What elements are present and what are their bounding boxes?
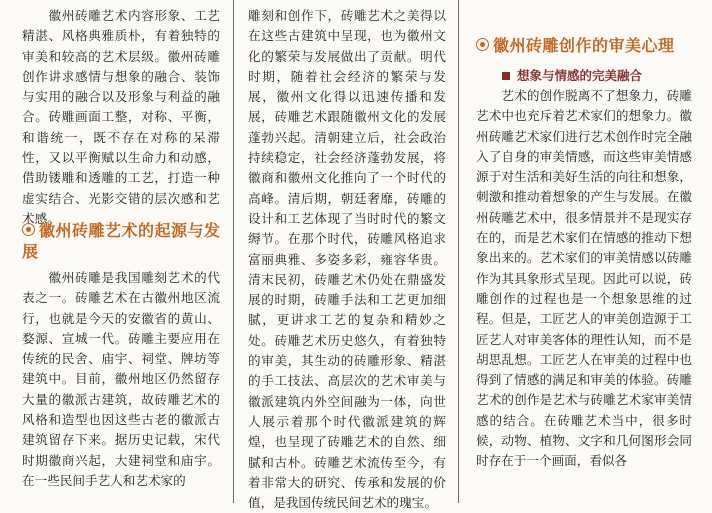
subheading-text: 想象与情感的完美融合 — [517, 68, 643, 83]
column-divider-2 — [458, 0, 459, 503]
square-bullet-icon — [502, 72, 510, 80]
column-divider-1 — [233, 0, 234, 503]
paragraph-aesthetics-intro: 徽州砖雕艺术内容形象、工艺精湛、风格典雅质朴，有着独特的审美和较高的艺术层级。徽州砖雕创作讲求感情与想象的融合、装饰与实用的融合以及形象与利益的融合。砖雕画面工整，对称、平衡，和谐统一，既不存在对称的呆滞性，又以平衡赋以生命力和动感，借助镂雕和透雕的工艺，打造一种虚实结合、光影交错的层次感和艺术感。 — [22, 8, 220, 226]
circle-bullet-icon — [476, 38, 489, 51]
section-heading-psychology — [476, 35, 694, 56]
section-heading-origin — [22, 220, 222, 262]
section-heading-origin-text: 徽州砖雕艺术的起源与发展 — [22, 221, 221, 261]
paragraph-origin: 徽州砖雕是我国雕刻艺术的代表之一。砖雕艺术在古徽州地区流行，也就是今天的安徽省的黄山、婺源、宣城一代。砖雕主要应用在传统的民舍、庙宇、祠堂、牌坊等建筑中。目前，徽州地区仍然留存大量的徽派古建筑，故砖雕艺术的风格和造型也因这些古老的徽派古建筑留存下来。据历史记载，宋代时期徽商兴起，大建祠堂和庙宇。在一些民间手艺人和艺术家的 — [22, 270, 220, 488]
paragraph-imagination: 艺术的创作脱离不了想象力，砖雕艺术中也充斥着艺术家们的想象力。徽州砖雕艺术家们进行艺术创作时完全融入了自身的审美情感，而这些审美情感源于对生活和美好生活的向往和想象，刺激和推动着想象的产生与发展。在徽州砖雕艺术中，很多情景并不是现实存在的，而是艺术家们在情感的推动下想象出来的。艺术家们的审美情感以砖雕作为其具象形式呈现。因此可以说，砖雕创作的过程也是一个想象思维的过程。但是，工匠艺人的审美创造源于工匠艺人对审美客体的理性认知，而不是胡思乱想。工匠艺人在审美的过程中也得到了情感的满足和审美的体验。砖雕艺术的创作是艺术与砖雕艺术家审美情感的结合。在砖雕艺术当中，很多时候，动物、植物、文字和几何图形会同时存在于一个画面，看似各 — [476, 88, 692, 469]
circle-bullet-icon — [22, 223, 35, 236]
subheading — [502, 66, 642, 84]
section-heading-psychology-text: 徽州砖雕创作的审美心理 — [493, 36, 675, 55]
paragraph-history: 雕刻和创作下，砖雕艺术之美得以在这些古建筑中呈现，也为徽州文化的繁荣与发展做出了贡献。明代时期，随着社会经济的繁荣与发展，徽州文化得以迅速传播和发展，砖雕艺术跟随徽州文化的发展蓬勃兴起。清朝建立后，社会政治持续稳定，社会经济蓬勃发展，将徽商和徽州文化推向了一个时代的高峰。清后期，朝廷奢靡，砖雕的设计和工艺体现了当时时代的繁文缛节。在那个时代，砖雕风格追求富丽典雅、多姿多彩，雍容华贵。清末民初，砖雕艺术仍处在鼎盛发展的时期，砖雕手法和工艺更加细腻，更讲求工艺的复杂和精妙之处。砖雕艺术历史悠久，有着独特的审美，其生动的砖雕形象、精湛的手工技法、高层次的艺术审美与徽派建筑内外空间融为一体，向世人展示着那个时代徽派建筑的辉煌，也呈现了砖雕艺术的自然、细腻和古朴。砖雕艺术流传至今，有着非常大的研究、传承和发展的价值，是我国传统民间艺术的瑰宝。 — [248, 8, 446, 511]
